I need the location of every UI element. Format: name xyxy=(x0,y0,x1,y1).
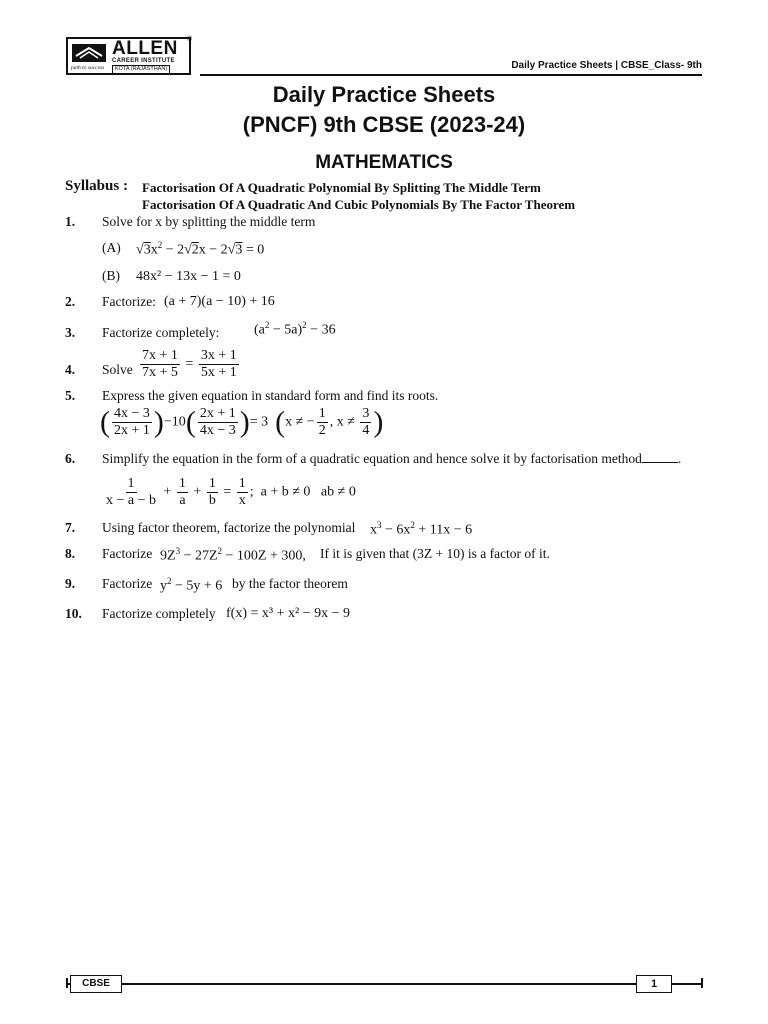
header-right-text: Daily Practice Sheets | CBSE_Class- 9th xyxy=(511,60,702,71)
footer-divider xyxy=(66,983,702,985)
question-text: Using factor theorem, factorize the polynomial xyxy=(102,520,356,535)
expression-7: $x^3 - 6x^2 + 11x - 6$ xyxy=(370,520,473,538)
question-9-suffix: by the factor theorem xyxy=(232,576,348,591)
syllabus-label: Syllabus : xyxy=(65,178,128,194)
footer-tick-left xyxy=(66,978,68,988)
question-text: Factorize: xyxy=(102,294,156,309)
question-8-suffix: If it is given that (3Z + 10) is a factor of it. xyxy=(320,546,550,561)
logo-tagline: path to success xyxy=(71,65,105,71)
expression-3-tail: − 36 xyxy=(310,322,336,338)
question-number: 2. xyxy=(65,294,76,309)
footer-label: CBSE xyxy=(70,975,122,993)
equation-1a: $√3x^2 - 2√2x - 2√3 = 0$ xyxy=(136,240,265,258)
question-text: Factorize completely xyxy=(102,606,216,621)
expression-10: f(x) = x³ + x² − 9x − 9 xyxy=(226,606,350,621)
page-number: 1 xyxy=(636,975,672,993)
question-number: 10. xyxy=(65,606,82,621)
question-6-text: Simplify the equation in the form of a quadratic equation and hence solve it by factorisation method xyxy=(102,451,642,466)
question-text: Factorize xyxy=(102,546,153,561)
expression-3: $(a^2 - 5a)^2 - 36$ xyxy=(254,320,336,338)
question-number: 5. xyxy=(65,388,76,403)
equation-1b: 48x² − 13x − 1 = 0 xyxy=(136,269,241,284)
answer-blank xyxy=(642,462,678,463)
question-text: Simplify the equation in the form of a quadratic equation and hence solve it by factorisation method . xyxy=(102,451,682,466)
question-number: 9. xyxy=(65,576,76,591)
question-text: Factorize xyxy=(102,576,153,591)
logo-subtitle: CAREER INSTITUTE xyxy=(112,58,175,64)
question-number: 4. xyxy=(65,362,76,377)
page-title: Daily Practice Sheets xyxy=(272,82,496,107)
part-label: (B) xyxy=(102,268,120,283)
subject-heading: MATHEMATICS xyxy=(315,152,453,173)
header-divider xyxy=(200,74,702,76)
expression-9: $y^2 - 5y + 6$ xyxy=(160,576,223,594)
question-text: Solve for x by splitting the middle term xyxy=(102,214,316,229)
part-label: (A) xyxy=(102,240,121,255)
page-subtitle: (PNCF) 9th CBSE (2023-24) xyxy=(242,112,526,137)
equation-4: $\frac{7x + 1}{7x + 5}$ = $\frac{3x + 1}{5x + 1}$ xyxy=(142,348,237,380)
expression-2: (a + 7)(a − 10) + 16 xyxy=(164,294,275,309)
footer-tick-right xyxy=(701,978,703,988)
question-number: 6. xyxy=(65,451,76,466)
question-number: 1. xyxy=(65,214,76,229)
expression-8: $9Z^3 - 27Z^2 - 100Z + 300$, xyxy=(160,546,306,564)
question-text: Express the given equation in standard form and find its roots. xyxy=(102,388,439,403)
syllabus-line-2: Factorisation Of A Quadratic And Cubic Polynomials By The Factor Theorem xyxy=(142,197,576,212)
equation-6: $\frac{1}{x - a - b}$ + $\frac{1}{a}$ + $\frac{1}{b}$ = $\frac{1}{x}$ ; a + b ≠ 0 ab ≠ 0 xyxy=(106,476,356,508)
logo-emblem-icon xyxy=(71,42,107,64)
allen-logo xyxy=(66,37,191,75)
question-number: 8. xyxy=(65,546,76,561)
syllabus-line-1: Factorisation Of A Quadratic Polynomial By Splitting The Middle Term xyxy=(142,180,541,195)
logo-name: ALLEN xyxy=(112,38,178,59)
question-number: 3. xyxy=(65,325,76,340)
question-text: Solve xyxy=(102,362,133,377)
registered-mark: ® xyxy=(187,36,193,43)
logo-city: KOTA (RAJASTHAN) xyxy=(112,65,170,74)
equation-5: ( $\frac{4x - 3}{2x + 1}$ )−10( $\frac{2x + 1}{4x - 3}$ )= 3 (x ≠ − $\frac{1}{2}$ , x ≠ $\frac{3}{4}$ ) xyxy=(100,405,384,439)
question-number: 7. xyxy=(65,520,76,535)
question-text: Factorize completely: xyxy=(102,325,220,340)
